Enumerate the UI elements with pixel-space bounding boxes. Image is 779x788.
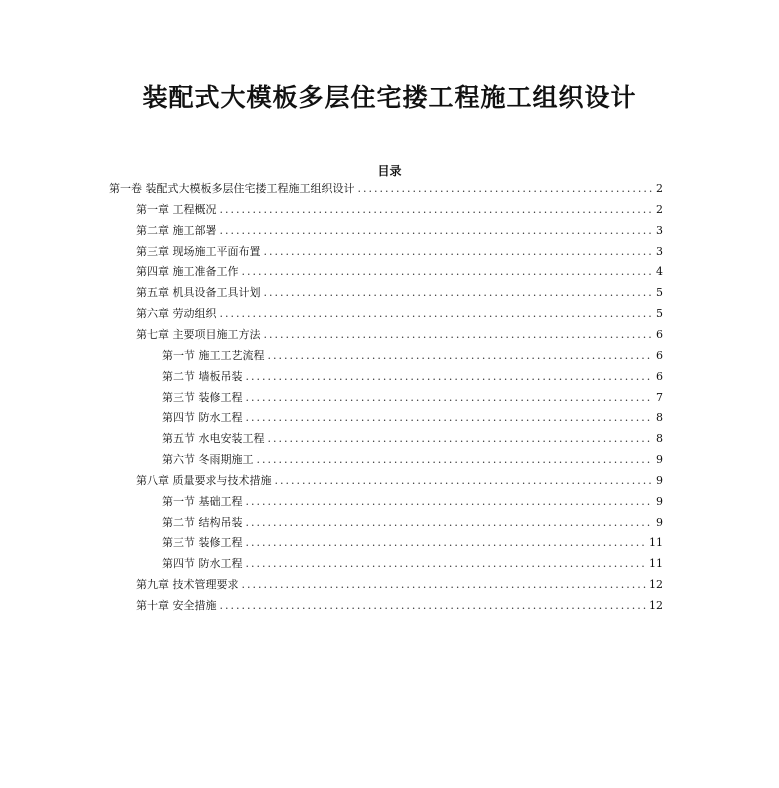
toc-entry-label: 第二节 墙板吊装 xyxy=(162,369,243,383)
toc-entry[interactable] xyxy=(162,368,663,388)
toc-entry-label: 第四章 施工准备工作 xyxy=(136,265,239,279)
toc-dot-leader xyxy=(246,411,654,424)
toc-dot-leader xyxy=(246,516,654,529)
toc-entry[interactable] xyxy=(162,451,663,471)
toc-entry-label: 第四节 防水工程 xyxy=(162,557,243,571)
toc-entry[interactable] xyxy=(136,326,663,346)
toc-entry-page: 12 xyxy=(649,578,663,592)
toc-dot-leader xyxy=(220,599,647,612)
toc-entry-page: 2 xyxy=(656,182,663,195)
toc-heading: 目录 xyxy=(377,164,402,178)
toc-entry-page: 7 xyxy=(656,390,663,404)
toc-entry-page: 9 xyxy=(656,473,663,487)
toc-entry-label: 第三节 装修工程 xyxy=(162,536,243,550)
toc-entry[interactable] xyxy=(162,347,663,367)
toc-entry-page: 2 xyxy=(656,202,663,216)
toc-entry-page: 3 xyxy=(656,223,663,237)
toc-entry-label: 第二节 结构吊装 xyxy=(162,515,243,529)
toc-entry[interactable] xyxy=(162,389,663,409)
toc-entry[interactable] xyxy=(109,180,663,200)
toc-dot-leader xyxy=(264,245,654,258)
toc-entry[interactable] xyxy=(162,493,663,513)
toc-dot-leader xyxy=(220,224,654,237)
toc-entry-page: 6 xyxy=(656,369,663,383)
toc-entry-page: 11 xyxy=(649,557,663,571)
toc-entry[interactable] xyxy=(136,284,663,304)
toc-entry[interactable] xyxy=(136,263,663,283)
toc-dot-leader xyxy=(268,432,654,445)
toc-entry[interactable] xyxy=(136,472,663,492)
toc-entry-page: 5 xyxy=(656,307,663,321)
toc-entry-page: 6 xyxy=(656,327,663,341)
toc-entry-page: 9 xyxy=(656,515,663,529)
toc-dot-leader xyxy=(246,495,654,508)
toc-entry[interactable] xyxy=(136,243,663,263)
toc-entry[interactable] xyxy=(162,514,663,534)
toc-entry-label: 第三节 装修工程 xyxy=(162,390,243,404)
toc-entry-label: 第一节 施工工艺流程 xyxy=(162,348,265,362)
toc-entry-label: 第六章 劳动组织 xyxy=(136,307,217,321)
toc-dot-leader xyxy=(275,474,654,487)
toc-entry[interactable] xyxy=(136,222,663,242)
toc-dot-leader xyxy=(246,557,647,570)
toc-entry-page: 3 xyxy=(656,244,663,258)
toc-entry[interactable] xyxy=(162,534,663,554)
toc-entry-label: 第八章 质量要求与技术措施 xyxy=(136,473,272,487)
toc-entry-page: 5 xyxy=(656,286,663,300)
toc-entry[interactable] xyxy=(136,576,663,596)
toc-entry-label: 第三章 现场施工平面布置 xyxy=(136,244,261,258)
toc-entry-page: 9 xyxy=(656,494,663,508)
toc-dot-leader xyxy=(264,286,654,299)
toc-entry-label: 第九章 技术管理要求 xyxy=(136,578,239,592)
toc-dot-leader xyxy=(220,307,654,320)
toc-entry-page: 11 xyxy=(649,536,663,550)
toc-entry[interactable] xyxy=(136,201,663,221)
toc-entry-page: 12 xyxy=(649,599,663,612)
toc-entry-label: 第六节 冬雨期施工 xyxy=(162,453,254,467)
toc-dot-leader xyxy=(257,453,654,466)
toc-dot-leader xyxy=(358,182,654,195)
toc-entry[interactable] xyxy=(136,305,663,325)
toc-entry-label: 第一节 基础工程 xyxy=(162,494,243,508)
toc-entry-page: 9 xyxy=(656,453,663,467)
toc-entry-page: 4 xyxy=(656,265,663,279)
toc-entry[interactable] xyxy=(162,430,663,450)
toc-entry-label: 第四节 防水工程 xyxy=(162,411,243,425)
toc-entry-label: 第一卷 装配式大模板多层住宅搂工程施工组织设计 xyxy=(109,182,355,195)
toc-dot-leader xyxy=(220,203,654,216)
document-title: 装配式大模板多层住宅搂工程施工组织设计 xyxy=(142,83,637,112)
toc-entry-label: 第十章 安全措施 xyxy=(136,599,217,612)
toc-entry-label: 第五章 机具设备工具计划 xyxy=(136,286,261,300)
toc-dot-leader xyxy=(246,536,647,549)
toc-entry-label: 第一章 工程概况 xyxy=(136,202,217,216)
toc-entry-label: 第五节 水电安装工程 xyxy=(162,432,265,446)
toc-dot-leader xyxy=(242,265,654,278)
toc-dot-leader xyxy=(268,349,654,362)
toc-entry-page: 6 xyxy=(656,348,663,362)
toc-entry-page: 8 xyxy=(656,411,663,425)
toc-dot-leader xyxy=(246,370,654,383)
toc-entry[interactable] xyxy=(162,409,663,429)
toc-entry-label: 第七章 主要项目施工方法 xyxy=(136,327,261,341)
toc-entry[interactable] xyxy=(162,555,663,575)
toc-dot-leader xyxy=(264,328,654,341)
toc-dot-leader xyxy=(242,578,647,591)
toc-dot-leader xyxy=(246,391,654,404)
toc-entry-label: 第二章 施工部署 xyxy=(136,223,217,237)
toc-entry[interactable] xyxy=(136,597,663,617)
toc-entry-page: 8 xyxy=(656,432,663,446)
